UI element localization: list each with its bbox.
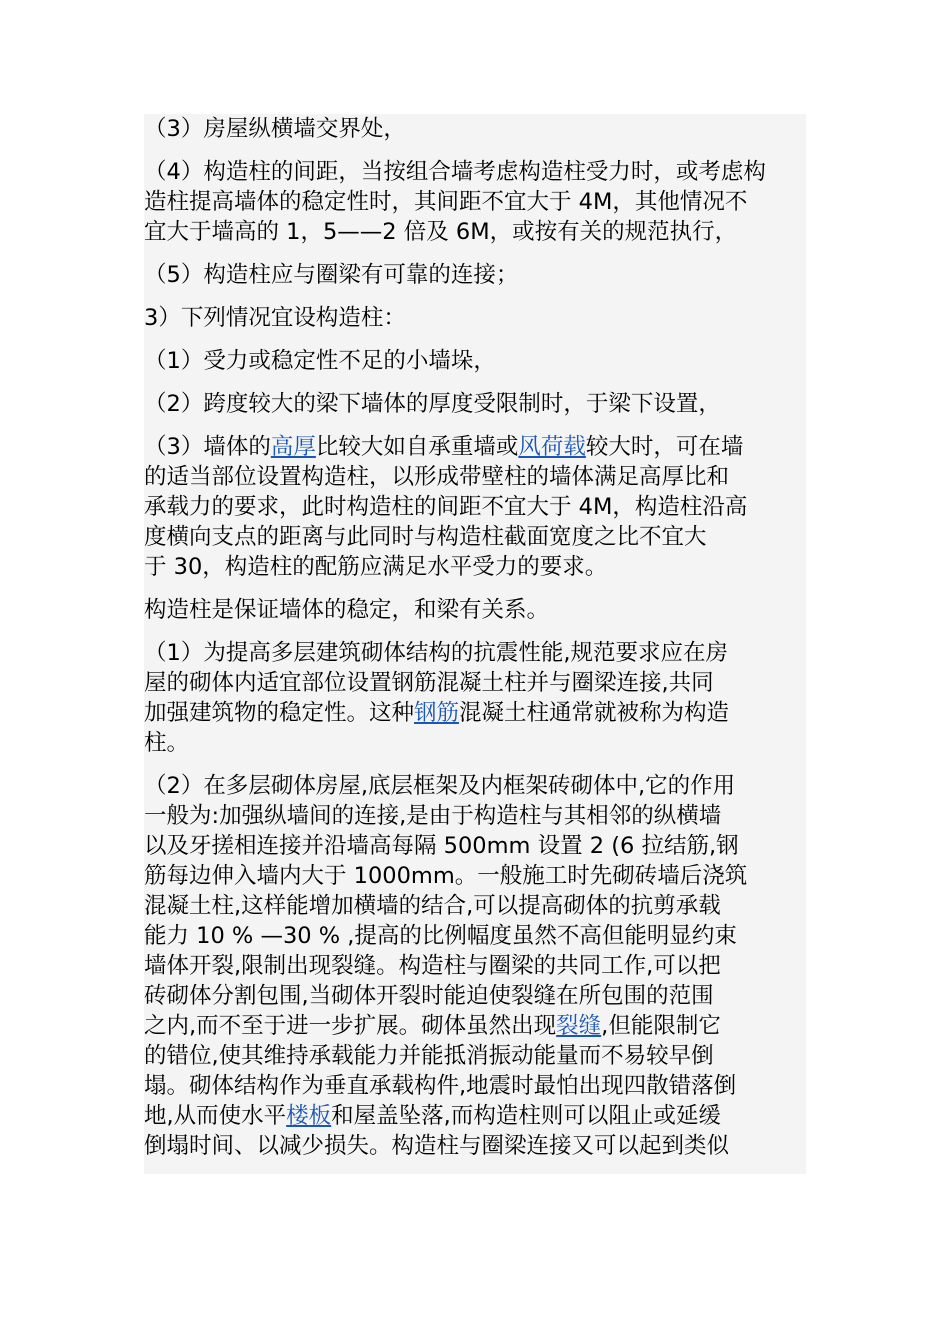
text-segment: 屋的砌体内适宜部位设置钢筋混凝土柱并与圈梁连接,共同 [144,670,714,696]
paragraph [144,260,806,290]
text-segment: 加强建筑物的稳定性。这种 [144,700,415,726]
hyperlink[interactable]: 裂缝 [556,1013,602,1039]
text-segment: 的适当部位设置构造柱，以形成带壁柱的墙体满足高厚比和 [144,464,730,490]
paragraph [144,432,806,582]
paragraph [144,303,806,333]
text-segment: （2）在多层砌体房屋,底层框架及内框架砖砌体中,它的作用 [144,773,736,799]
text-line [144,771,806,801]
text-line [144,1131,806,1161]
text-line [144,1071,806,1101]
text-line [144,187,806,217]
text-segment: 较大时，可在墙 [585,434,744,460]
text-segment: 比较大如自承重墙或 [315,434,519,460]
text-segment: 砖砌体分割包围,当砌体开裂时能迫使裂缝在所包围的范围 [144,983,714,1009]
text-segment: （3）房屋纵横墙交界处， [144,116,406,142]
text-segment: 之内,而不至于进一步扩展。砌体虽然出现 [144,1013,557,1039]
paragraph [144,346,806,376]
text-line [144,831,806,861]
text-line [144,921,806,951]
paragraph [144,771,806,1161]
text-line [144,346,806,376]
hyperlink[interactable]: 风荷载 [518,434,586,460]
text-segment: （4）构造柱的间距，当按组合墙考虑构造柱受力时，或考虑构 [144,159,766,185]
text-line [144,1011,806,1041]
text-line [144,389,806,419]
text-segment: 的错位,使其维持承载能力并能抵消振动能量而不易较早倒 [144,1043,714,1069]
text-segment: 以及牙搓相连接并沿墙高每隔 500mm 设置 2 (6 拉结筋,钢 [144,833,739,859]
text-segment: 倒塌时间、以减少损失。构造柱与圈梁连接又可以起到类似 [144,1133,730,1159]
text-line [144,552,806,582]
text-segment: 混凝土柱通常就被称为构造 [459,700,730,726]
text-line [144,114,806,144]
text-line [144,891,806,921]
text-segment: 度横向支点的距离与此同时与构造柱截面宽度之比不宜大 [144,524,707,550]
hyperlink[interactable]: 钢筋 [414,700,460,726]
text-line [144,951,806,981]
text-segment: 混凝土柱,这样能增加横墙的结合,可以提高砌体的抗剪承载 [144,893,721,919]
text-line [144,595,806,625]
text-line [144,1041,806,1071]
text-segment: 构造柱是保证墙体的稳定，和梁有关系。 [144,597,550,623]
hyperlink[interactable]: 高厚 [270,434,316,460]
text-segment: 承载力的要求，此时构造柱的间距不宜大于 4M，构造柱沿高 [144,494,748,520]
text-segment: （5）构造柱应与圈梁有可靠的连接； [144,262,519,288]
text-segment: 和屋盖坠落,而构造柱则可以阻止或延缓 [331,1103,721,1129]
paragraph [144,114,806,144]
text-line [144,728,806,758]
text-line [144,1101,806,1131]
text-segment: 造柱提高墙体的稳定性时，其间距不宜大于 4M，其他情况不 [144,189,748,215]
text-segment: ,但能限制它 [601,1013,721,1039]
text-segment: （3）墙体的 [144,434,271,460]
text-segment: 于 30，构造柱的配筋应满足水平受力的要求。 [144,554,608,580]
paragraph [144,595,806,625]
text-line [144,668,806,698]
text-line [144,217,806,247]
paragraph [144,157,806,247]
paragraph [144,389,806,419]
text-segment: 宜大于墙高的 1，5——2 倍及 6M，或按有关的规范执行， [144,219,738,245]
text-segment: 柱。 [144,730,190,756]
text-segment: 3）下列情况宜设构造柱： [144,305,406,331]
text-line [144,698,806,728]
text-line [144,861,806,891]
text-line [144,492,806,522]
paragraph [144,638,806,758]
text-line [144,157,806,187]
text-line [144,522,806,552]
text-segment: 地,从而使水平 [144,1103,287,1129]
hyperlink[interactable]: 楼板 [286,1103,332,1129]
text-line [144,638,806,668]
text-segment: 墙体开裂,限制出现裂缝。构造柱与圈梁的共同工作,可以把 [144,953,721,979]
text-line [144,432,806,462]
text-segment: 筋每边伸入墙内大于 1000mm。一般施工时先砌砖墙后浇筑 [144,863,748,889]
text-line [144,260,806,290]
text-segment: （1）为提高多层建筑砌体结构的抗震性能,规范要求应在房 [144,640,728,666]
text-segment: （1）受力或稳定性不足的小墙垛， [144,348,496,374]
text-line [144,801,806,831]
text-segment: 塌。砌体结构作为垂直承载构件,地震时最怕出现四散错落倒 [144,1073,737,1099]
text-line [144,981,806,1011]
text-segment: 能力 10 % —30 % ,提高的比例幅度虽然不高但能明显约束 [144,923,737,949]
text-line [144,462,806,492]
text-segment: （2）跨度较大的梁下墙体的厚度受限制时，于梁下设置， [144,391,721,417]
text-line [144,303,806,333]
document-body [144,114,806,1174]
text-segment: 一般为:加强纵墙间的连接,是由于构造柱与其相邻的纵横墙 [144,803,722,829]
